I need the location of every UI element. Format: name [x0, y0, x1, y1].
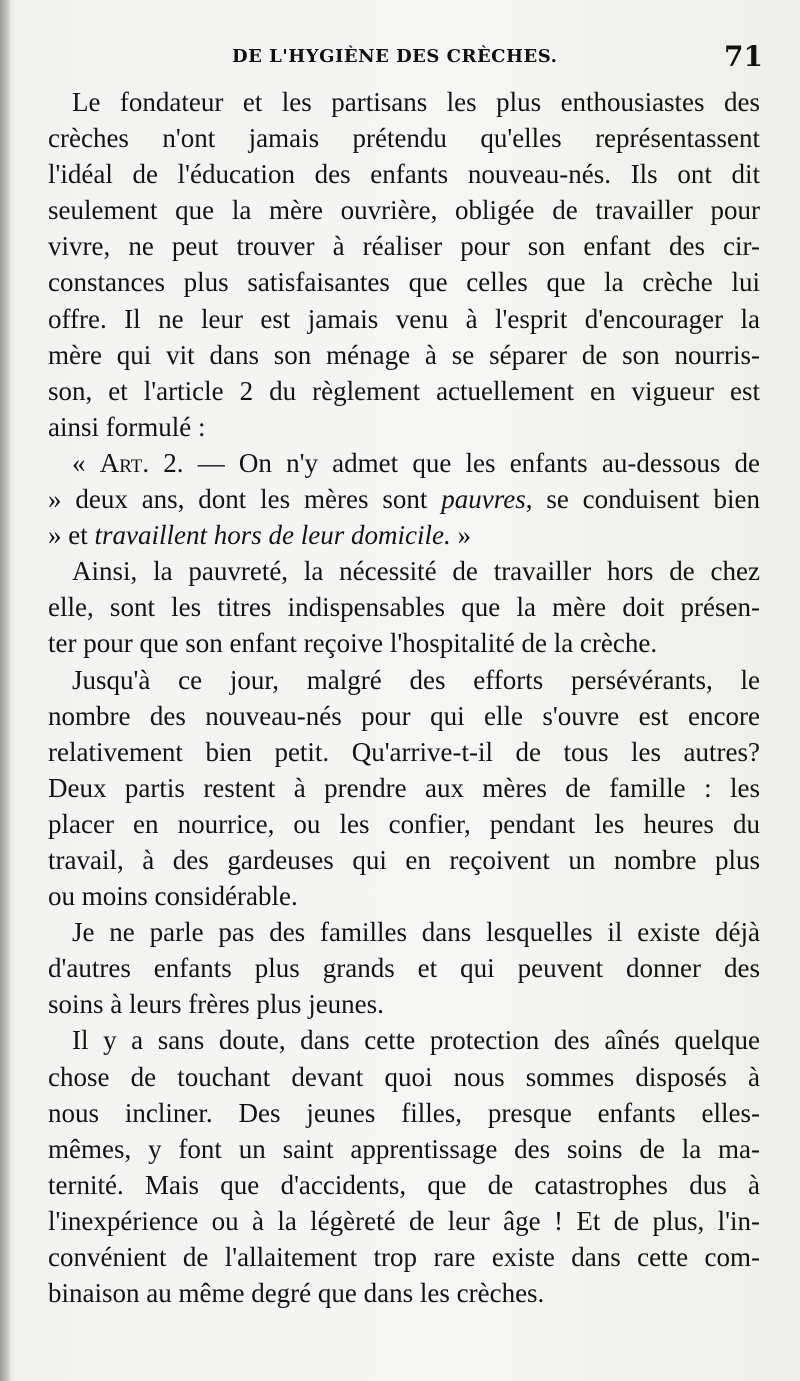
text-line [48, 84, 760, 120]
text-line [48, 662, 760, 698]
text-line [48, 156, 760, 192]
line-text: binaison au même degré que dans les crèches. [48, 1278, 545, 1309]
line-text: « [72, 447, 100, 478]
line-text: son, et l'article 2 du règlement actuellement en vigueur est [48, 375, 760, 406]
line-text: mêmes, y font un saint apprentissage des soins de la ma- [48, 1133, 760, 1164]
line-text: offre. Il ne leur est jamais venu à l'esprit d'encourager la [48, 303, 760, 334]
text-line [48, 625, 760, 661]
text-line [48, 842, 760, 878]
line-text: vivre, ne peut trouver à réaliser pour son enfant des cir- [48, 231, 760, 262]
line-text: soins à leurs frères plus jeunes. [48, 989, 384, 1020]
text-line [48, 1095, 760, 1131]
text-line [48, 1131, 760, 1167]
body-text [48, 84, 760, 1311]
text-line [48, 228, 760, 264]
text-line [48, 1167, 760, 1203]
page-header [0, 40, 800, 80]
line-text: chose de touchant devant quoi nous sommes disposés à [48, 1061, 760, 1092]
line-text: nous incliner. Des jeunes filles, presque enfants elles- [48, 1097, 760, 1128]
text-line [48, 373, 760, 409]
running-head: DE L'HYGIÈNE DES CRÈCHES. [232, 46, 558, 67]
line-text: placer en nourrice, ou les confier, pendant les heures du [48, 808, 760, 839]
text-line [48, 301, 760, 337]
text-line [48, 734, 760, 770]
line-text: 2. — On n'y admet que les enfants au-dessous de [149, 447, 760, 478]
text-line [48, 192, 760, 228]
line-text: relativement bien petit. Qu'arrive-t-il de tous les autres? [48, 736, 760, 767]
text-line [48, 1059, 760, 1095]
line-text: , se conduisent bien [525, 484, 760, 515]
line-text: » et [48, 520, 95, 551]
text-line [48, 698, 760, 734]
text-line [48, 1022, 760, 1058]
line-text: Ainsi, la pauvreté, la nécessité de travailler hors de chez [72, 556, 760, 587]
line-text: l'idéal de l'éducation des enfants nouveau-nés. Ils ont dit [48, 159, 760, 190]
line-text: Le fondateur et les partisans les plus enthousiastes des [72, 87, 760, 117]
line-text: convénient de l'allaitement trop rare existe dans cette com- [48, 1242, 760, 1272]
line-text: l'inexpérience ou à la légèreté de leur âge ! Et de plus, l'in- [48, 1205, 760, 1236]
text-line [48, 517, 760, 553]
article-label: Art. [99, 447, 150, 478]
line-text: ou moins considérable. [48, 881, 298, 912]
line-text: ainsi formulé : [48, 411, 206, 442]
line-text: Deux partis restent à prendre aux mères de famille : les [48, 772, 760, 803]
text-line [48, 481, 760, 517]
line-text: mère qui vit dans son ménage à se séparer de son nourris- [48, 339, 760, 370]
line-text: ternité. Mais que d'accidents, que de catastrophes dus à [48, 1169, 760, 1200]
line-text: » deux ans, dont les mères sont [48, 484, 442, 515]
line-text: elle, sont les titres indispensables que la mère doit présen- [48, 592, 760, 623]
text-line [48, 589, 760, 625]
scan-edge-shadow [0, 0, 10, 1381]
line-text: nombre des nouveau-nés pour qui elle s'ouvre est encore [48, 700, 760, 731]
text-line [48, 1239, 760, 1275]
text-line [48, 120, 760, 156]
text-line [48, 553, 760, 589]
italic-text: travaillent hors de leur domicile. [94, 520, 451, 551]
text-line [48, 878, 760, 914]
text-line [48, 337, 760, 373]
text-line [48, 950, 760, 986]
text-line [48, 914, 760, 950]
line-text: ter pour que son enfant reçoive l'hospitalité de la crèche. [48, 628, 658, 659]
page-number: 71 [724, 40, 763, 73]
text-line [48, 770, 760, 806]
line-text: travail, à des gardeuses qui en reçoivent un nombre plus [48, 844, 760, 875]
line-text: Il y a sans doute, dans cette protection des aînés quelque [72, 1025, 760, 1056]
text-line [48, 409, 760, 445]
text-line [48, 264, 760, 300]
text-line [48, 445, 760, 481]
line-text: constances plus satisfaisantes que celles que la crèche lui [48, 267, 760, 298]
italic-text: pauvres [441, 484, 526, 515]
line-text: seulement que la mère ouvrière, obligée de travailler pour [48, 195, 760, 226]
text-line [48, 1275, 760, 1311]
line-text: crèches n'ont jamais prétendu qu'elles représentassent [48, 123, 760, 154]
line-text: Je ne parle pas des familles dans lesquelles il existe déjà [72, 917, 760, 948]
line-text: d'autres enfants plus grands et qui peuvent donner des [48, 953, 760, 984]
text-line [48, 1203, 760, 1239]
text-line [48, 986, 760, 1022]
text-line [48, 806, 760, 842]
line-text: » [450, 520, 471, 551]
line-text: Jusqu'à ce jour, malgré des efforts persévérants, le [72, 664, 760, 695]
